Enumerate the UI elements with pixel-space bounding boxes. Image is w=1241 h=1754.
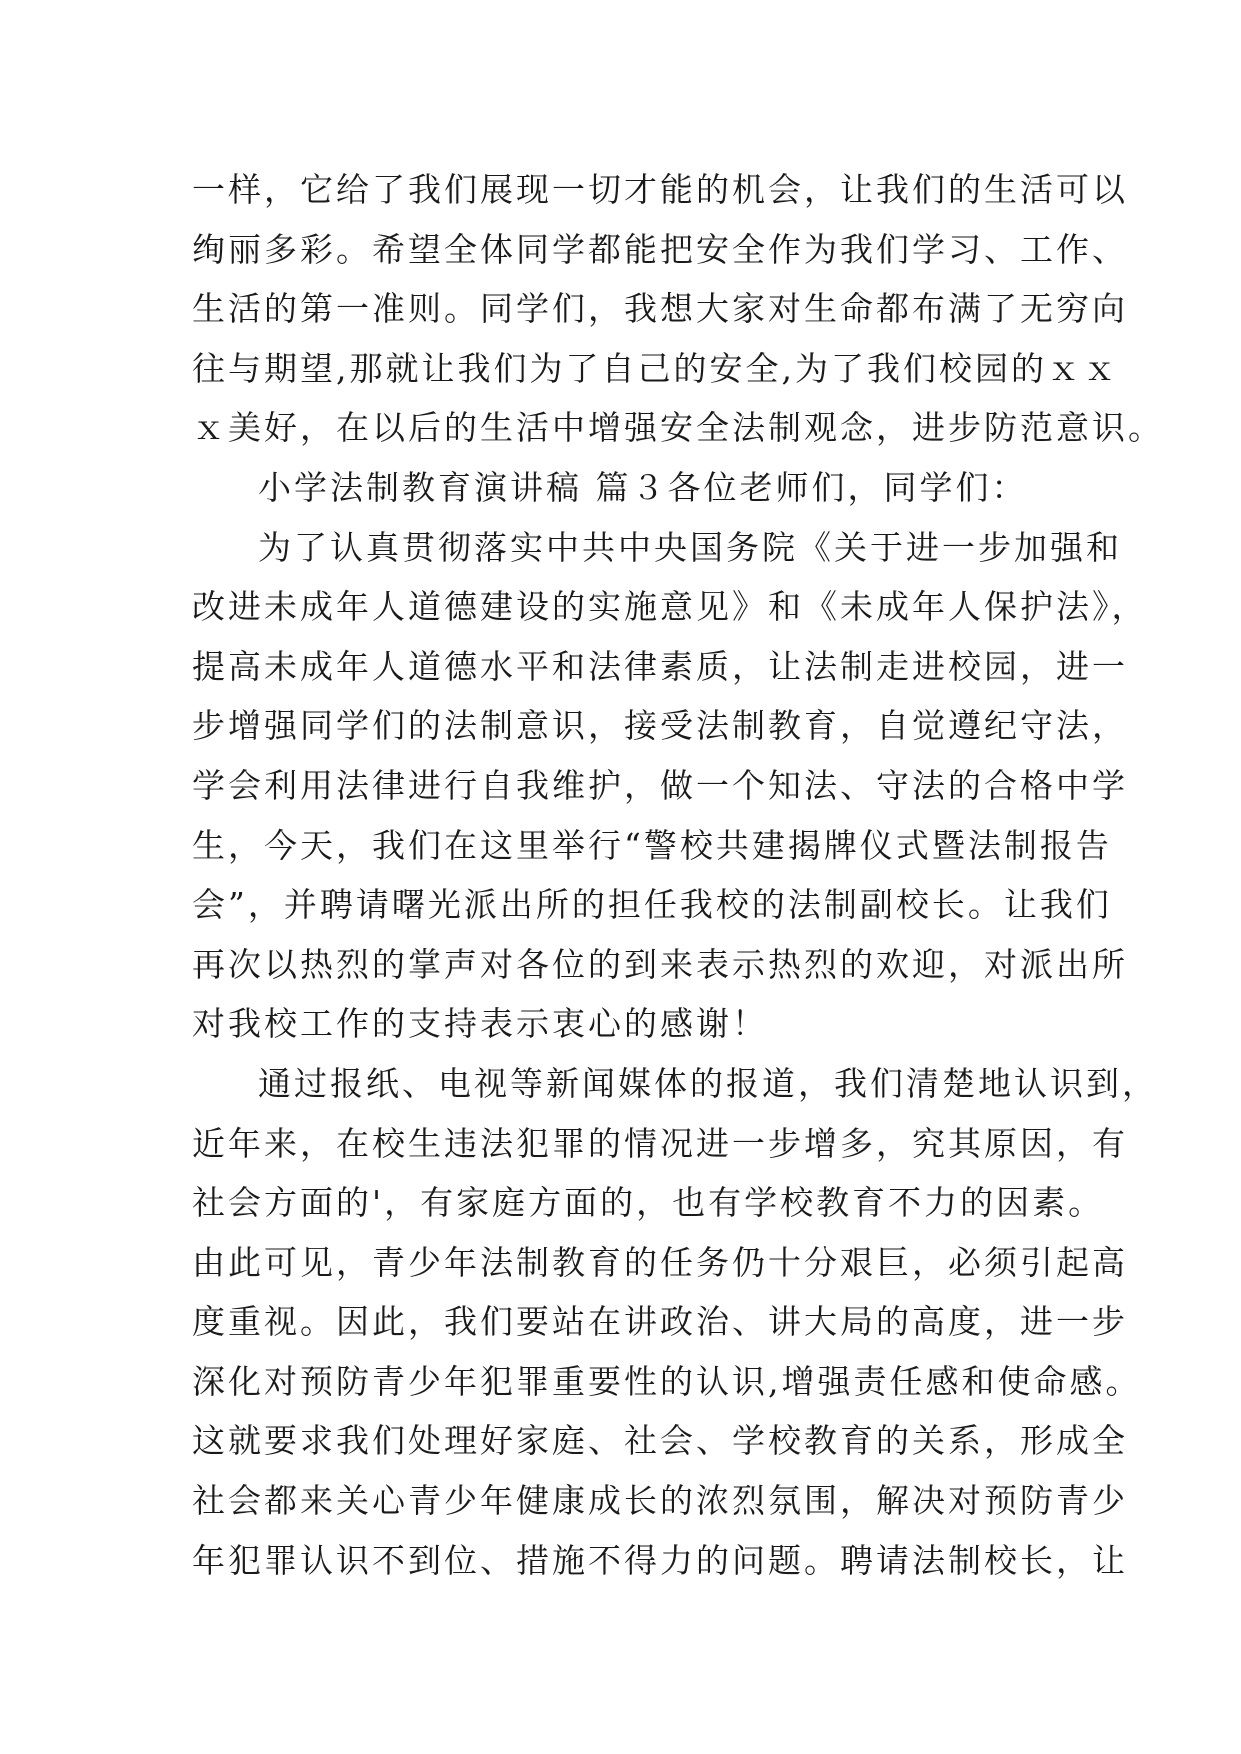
text-line: 为了认真贯彻落实中共中央国务院《关于进一步加强和 [258,527,1122,567]
text-line: 绚丽多彩。希望全体同学都能把安全作为我们学习、工作、 [192,229,1128,269]
text-line: 提高未成年人道德水平和法律素质，让法制走进校园，进一 [192,646,1128,686]
text-line: 往与期望,那就让我们为了自己的安全,为了我们校园的ｘｘ [192,348,1119,388]
text-line: 生活的第一准则。同学们，我想大家对生命都布满了无穷向 [192,289,1128,329]
text-line: 社会方面的'，有家庭方面的，也有学校教育不力的因素。 [192,1183,1105,1223]
text-line: 这就要求我们处理好家庭、社会、学校教育的关系，形成全 [192,1421,1128,1461]
text-line: 一样，它给了我们展现一切才能的机会，让我们的生活可以 [192,170,1128,209]
text-line: 深化对预防青少年犯罪重要性的认识,增强责任感和使命感。 [192,1361,1142,1401]
text-line: 由此可见，青少年法制教育的任务仍十分艰巨，必须引起高 [192,1242,1128,1282]
text-line: 学会利用法律进行自我维护，做一个知法、守法的合格中学 [192,765,1128,805]
text-line: 年犯罪认识不到位、措施不得力的问题。聘请法制校长，让 [192,1540,1128,1580]
text-line: 社会都来关心青少年健康成长的浓烈氛围，解决对预防青少 [192,1481,1128,1521]
text-line: 对我校工作的支持表示衷心的感谢！ [192,1004,768,1044]
text-line: 再次以热烈的掌声对各位的到来表示热烈的欢迎，对派出所 [192,944,1128,984]
text-line: 生，今天，我们在这里举行“警校共建揭牌仪式暨法制报告 [192,825,1112,865]
text-line: 通过报纸、电视等新闻媒体的报道，我们清楚地认识到， [258,1063,1158,1103]
text-line: 会”，并聘请曙光派出所的担任我校的法制副校长。让我们 [192,885,1112,925]
body-text [192,160,1164,1590]
text-line: 近年来，在校生违法犯罪的情况进一步增多，究其原因，有 [192,1123,1128,1163]
text-line: ｘ美好，在以后的生活中增强安全法制观念，进步防范意识。 [192,408,1164,448]
text-line: 度重视。因此，我们要站在讲政治、讲大局的高度，进一步 [192,1302,1128,1342]
text-line: 改进未成年人道德建设的实施意见》和《未成年人保护法》， [192,587,1148,627]
section-heading: 小学法制教育演讲稿 篇３各位老师们，同学们： [258,467,1028,507]
text-line: 步增强同学们的法制意识，接受法制教育，自觉遵纪守法， [192,706,1128,746]
